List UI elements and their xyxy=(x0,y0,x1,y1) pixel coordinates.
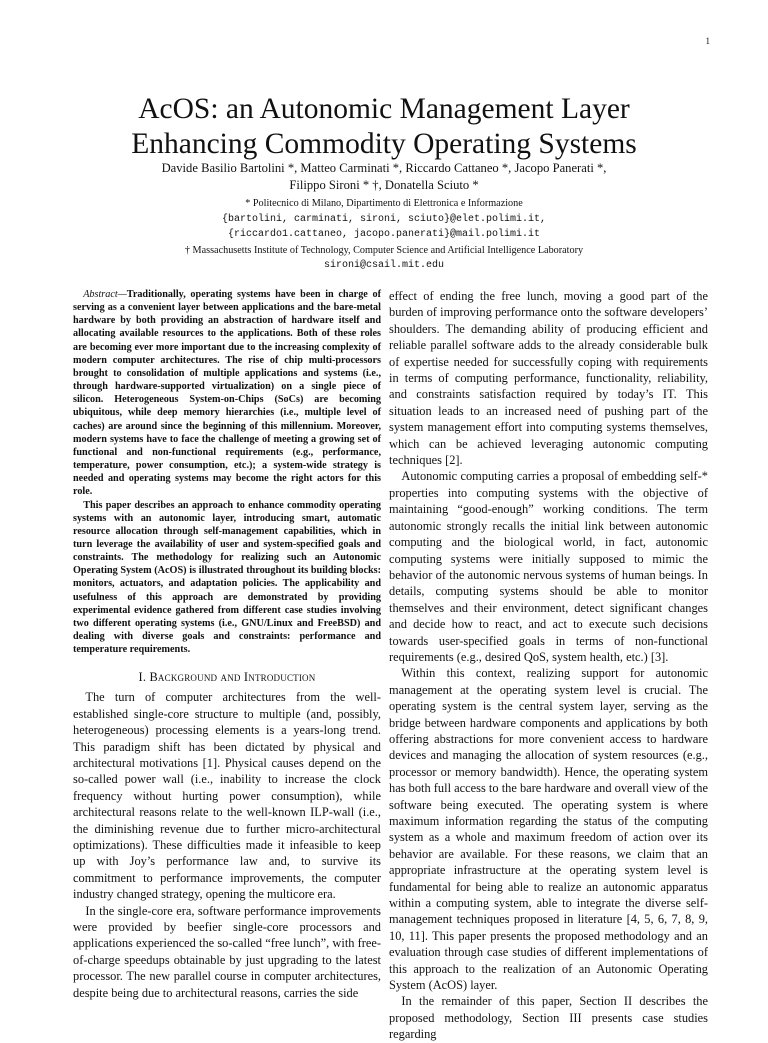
affiliations xyxy=(60,196,708,274)
abstract-lead: Abstract— xyxy=(83,289,127,300)
left-paragraph-2: In the single-core era, software performance improvements were provided by beefier single-core processors and applications experienced the so-called “free lunch”, with free-of-charge speedups obtainable by just upgrading to the latest processor. The new parallel course in computer architectures, despite being due to architectural reasons, carries the side xyxy=(73,903,381,1000)
title-line-2: Enhancing Commodity Operating Systems xyxy=(131,127,637,160)
right-column xyxy=(389,288,708,1043)
abstract xyxy=(73,288,381,656)
authors-line-1: Davide Basilio Bartolini *, Matteo Carminati *, Riccardo Cattaneo *, Jacopo Panerati *, xyxy=(161,161,607,175)
emails-polimi-1: {bartolini, carminati, sironi, sciuto}@elet.polimi.it, xyxy=(221,213,547,225)
author-list xyxy=(60,160,708,194)
title-line-1: AcOS: an Autonomic Management Layer xyxy=(138,92,630,125)
paper-title xyxy=(40,92,728,162)
section-heading: I. Background and Introduction xyxy=(138,670,316,685)
left-paragraph-1: The turn of computer architectures from the well-established single-core structure to multiple (and, possibly, heterogeneous) processing elements is a years-long trend. This paradigm shift has been dictated by physical and architectural motivations [1]. Physical causes depend on the so-called power wall (i.e., inability to increase the clock frequency without hurting power consumption), while architectural reasons relate to the well-known ILP-wall (i.e., the diminishing revenue due to further micro-architectural optimizations). These difficulties made it infeasible to keep up with Joy’s performance law and, to survive its commitment to performance improvements, the computer industry changed strategy, opening the multicore era. xyxy=(73,690,381,902)
left-column xyxy=(73,288,381,1001)
affiliation-polimi: * Politecnico di Milano, Dipartimento di Elettronica e Informazione xyxy=(245,198,523,209)
left-body-text xyxy=(73,689,381,1001)
authors-line-2: Filippo Sironi * †, Donatella Sciuto * xyxy=(289,178,479,192)
right-paragraph-4: In the remainder of this paper, Section II describes the proposed methodology, Section III presents case studies regarding xyxy=(389,994,708,1042)
emails-polimi-2: {riccardo1.cattaneo, jacopo.panerati}@mail.polimi.it xyxy=(227,229,541,240)
email-mit: sironi@csail.mit.edu xyxy=(323,260,445,271)
page-number: 1 xyxy=(705,36,710,46)
abstract-paragraph-2: This paper describes an approach to enhance commodity operating systems with an autonomic layer, introducing smart, automatic resource allocation through self-management capabilities, which in turn leverage the availability of user and system-specified goals and constraints. The methodology for realizing such an Autonomic Operating System (AcOS) is illustrated throughout its building blocks: monitors, actuators, and adaptation policies. The applicability and usefulness of this approach are demonstrated by providing experimental evidence gathered from different case studies involving two different operating systems (i.e., GNU/Linux and FreeBSD) and dealing with diverse goals and constraints: performance and temperature requirements. xyxy=(73,499,381,656)
right-paragraph-2: Autonomic computing carries a proposal of embedding self-* properties into computing systems with the objective of maintaining “good-enough” working conditions. The term autonomic strongly recalls the initial link between autonomic computing and the biological world, in fact, autonomic computing systems were initially supposed to mimic the behavior of the autonomic nervous systems of human beings. In details, computing systems should be able to monitor themselves and their environment, detect significant changes and decide how to react, and act to execute such decisions towards user-specified goals in terms of non-functional requirements (e.g., desired QoS, system health, etc.) [3]. xyxy=(389,469,708,664)
abstract-text-1: Traditionally, operating systems have been in charge of serving as a convenient layer between applications and the bare-metal hardware by both providing an abstraction of hardware itself and allocating available resources to the applications. Both of these roles are becoming ever more important due to the increasing complexity of modern computer architectures. The rise of chip multi-processors brought to consolidation of multiple applications and systems (i.e., through hardware-supported virtualization) on a single piece of silicon. Heterogeneous System-on-Chips (SoCs) are becoming ubiquitous, while deep memory hierarchies (i.e., multiple level of caches) are around since the beginning of this millennium. Moreover, modern systems have to face the challenge of meeting a growing set of functional and non-functional requirements (e.g., performance, temperature, power consumption, etc.); a system-wide strategy is needed and operating systems may become the right actors for this role. xyxy=(73,289,381,498)
abstract-paragraph-1 xyxy=(73,288,381,499)
affiliation-mit: † Massachusetts Institute of Technology, Computer Science and Artificial Intelligence Laboratory xyxy=(184,244,584,256)
right-paragraph-1: effect of ending the free lunch, moving a good part of the burden of improving performance onto the software developers’ shoulders. The demanding ability of producing efficient and reliable parallel software adds to the already considerable bulk of expertise needed for successfully coping with requirements in terms of computing performance, functionality, reliability, and constraints satisfaction required by today’s IT. This situation leads to an increased need of pushing part of the system management effort into computing systems themselves, which can be achieved leveraging autonomic computing techniques [2]. xyxy=(389,289,708,468)
right-paragraph-3: Within this context, realizing support for autonomic management at the operating system level is crucial. The operating system is the central system layer, serving as the bridge between hardware components and applications by both offering abstractions for more convenient access to hardware devices and managing the allocation of system resources (e.g., processor or memory bandwidth). Hence, the operating system has both full access to the bare hardware and overall view of the software being executed. The operating system is where maximum information regarding the status of the computing system as a whole and maximum freedom of action over its behavior are available. For these reasons, we claim that an appropriate infrastructure at the operating system level is fundamental for being able to realize an autonomic apparatus within a computing system, able to integrate the diverse self-management techniques proposed in literature [4, 5, 6, 7, 8, 9, 10, 11]. This paper presents the proposed methodology and an evaluation through case studies of different implementations of this approach to the realization of an Autonomic Operating System (AcOS) layer. xyxy=(389,666,708,993)
